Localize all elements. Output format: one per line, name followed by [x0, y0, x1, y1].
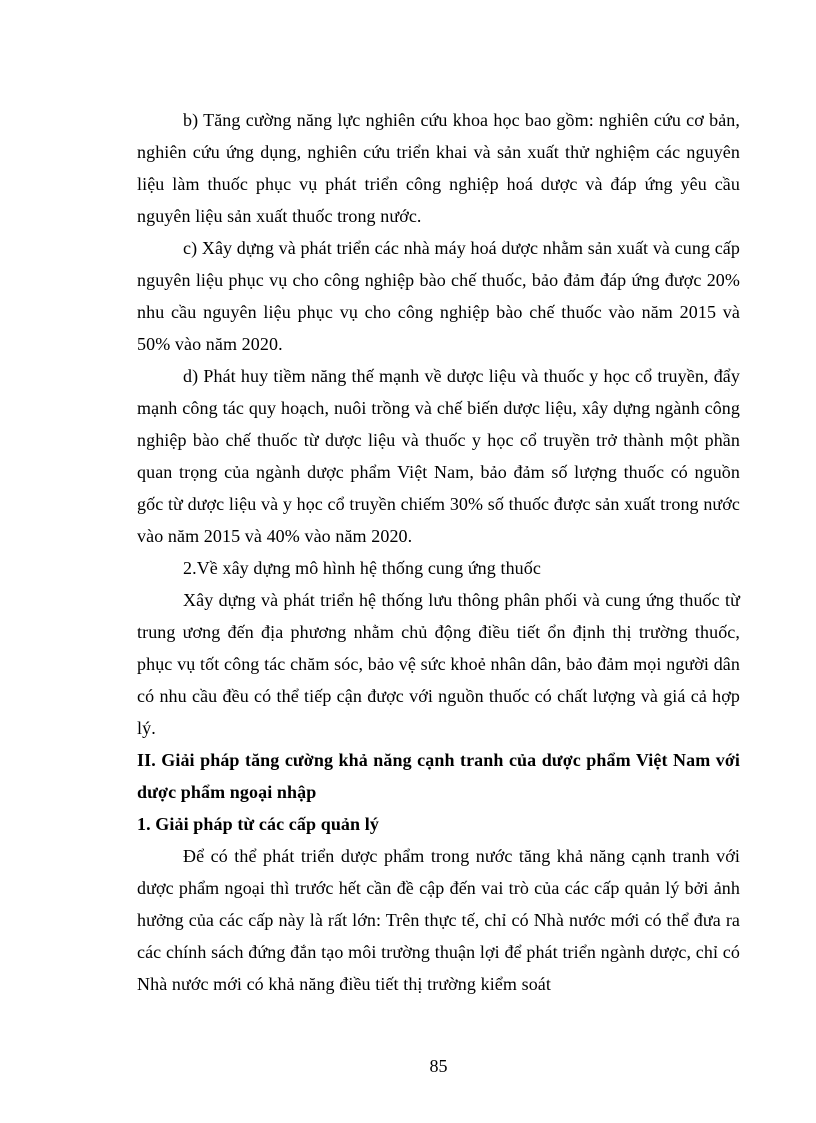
heading-1-management-levels: 1. Giải pháp từ các cấp quản lý [137, 814, 379, 834]
heading-section-ii-competitiveness: II. Giải pháp tăng cường khả năng cạnh tranh của dược phẩm Việt Nam với dược phẩm ngoại nhập [137, 750, 740, 802]
document-content [137, 104, 740, 1000]
paragraph-state-role: Để có thể phát triển dược phẩm trong nước tăng khả năng cạnh tranh với dược phẩm ngoại thì trước hết cần đề cập đến vai trò của các cấp quản lý bởi ảnh hưởng của các cấp này là rất lớn: Trên thực tế, chỉ có Nhà nước mới có thể đưa ra các chính sách đứng đắn tạo môi trường thuận lợi để phát triển ngành dược, chỉ có Nhà nước mới có khả năng điều tiết thị trường kiểm soát [137, 846, 740, 994]
subheading-supply-system-model: 2.Về xây dựng mô hình hệ thống cung ứng thuốc [183, 558, 541, 578]
page-number: 85 [429, 1056, 448, 1076]
paragraph-d-traditional-medicine: d) Phát huy tiềm năng thế mạnh về dược liệu và thuốc y học cổ truyền, đẩy mạnh công tác quy hoạch, nuôi trồng và chế biến dược liệu, xây dựng ngành công nghiệp bào chế thuốc từ dược liệu và thuốc y học cổ truyền trở thành một phần quan trọng của ngành dược phẩm Việt Nam, bảo đảm số lượng thuốc có nguồn gốc từ dược liệu và y học cổ truyền chiếm 30% số thuốc được sản xuất trong nước vào năm 2015 và 40% vào năm 2020. [137, 366, 740, 546]
paragraph-distribution-system: Xây dựng và phát triển hệ thống lưu thông phân phối và cung ứng thuốc từ trung ương đến địa phương nhằm chủ động điều tiết ổn định thị trường thuốc, phục vụ tốt công tác chăm sóc, bảo vệ sức khoẻ nhân dân, bảo đảm mọi người dân có nhu cầu đều có thể tiếp cận được với nguồn thuốc có chất lượng và giá cả hợp lý. [137, 590, 740, 738]
paragraph-b-research-capacity: b) Tăng cường năng lực nghiên cứu khoa học bao gồm: nghiên cứu cơ bản, nghiên cứu ứng dụng, nghiên cứu triển khai và sản xuất thử nghiệm các nguyên liệu làm thuốc phục vụ phát triển công nghiệp hoá dược và đáp ứng yêu cầu nguyên liệu sản xuất thuốc trong nước. [137, 110, 740, 226]
paragraph-c-chemical-plants: c) Xây dựng và phát triển các nhà máy hoá dược nhằm sản xuất và cung cấp nguyên liệu phục vụ cho công nghiệp bào chế thuốc, bảo đảm đáp ứng được 20% nhu cầu nguyên liệu phục vụ cho công nghiệp bào chế thuốc vào năm 2015 và 50% vào năm 2020. [137, 238, 740, 354]
